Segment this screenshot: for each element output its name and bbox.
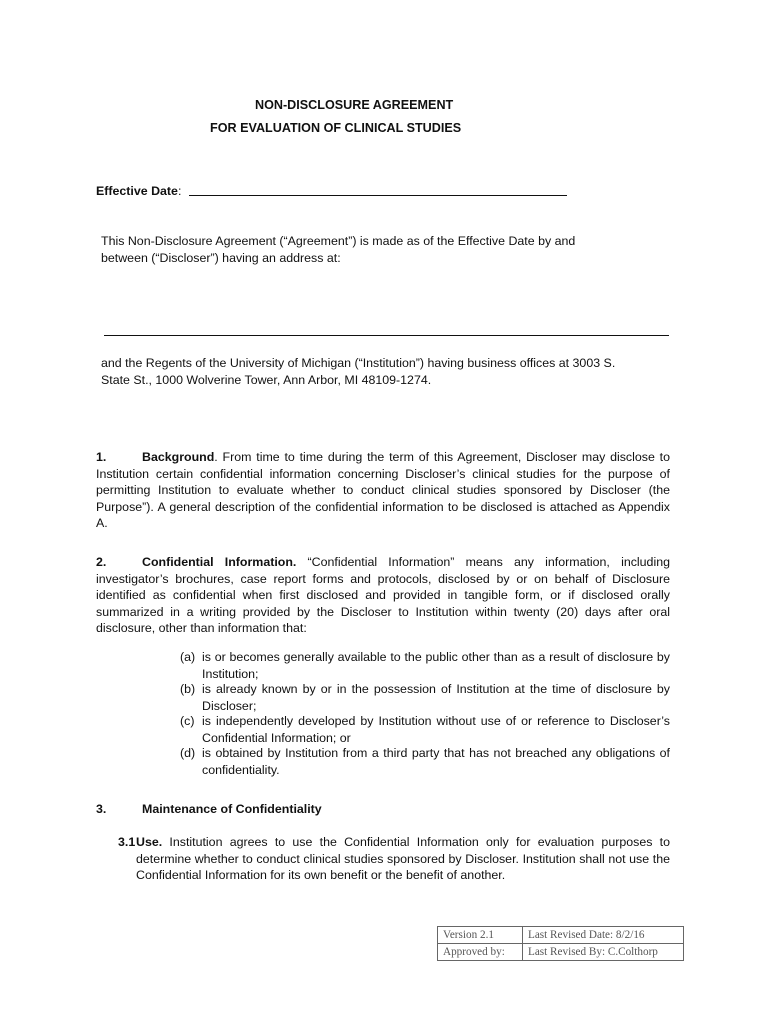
- list-item-c: [180, 713, 670, 746]
- list-item-label: (d): [180, 746, 196, 760]
- section-2-body: “Confidential Information” means any information, including investigator’s brochures, case report forms and protocols, disclosed by or on behalf of Disclosure identified as confidential when first disclosed and provided in tangible form, or if disclosed orally summarized in a writing provided by the Discloser to Institution within twenty (20) days after oral disclosure, other than information that:: [96, 555, 670, 635]
- title-line-1: NON-DISCLOSURE AGREEMENT: [255, 98, 454, 112]
- list-item-label: (a): [180, 650, 196, 664]
- list-item-label: (c): [180, 714, 195, 728]
- section-2-heading: Confidential Information.: [142, 555, 297, 569]
- section-3-1-heading: Use.: [136, 835, 163, 849]
- list-item-b: [180, 681, 670, 714]
- regents-line-2: State St., 1000 Wolverine Tower, Ann Arbor, MI 48109-1274.: [101, 373, 432, 387]
- effective-date-label: [96, 183, 181, 200]
- list-item-text: is independently developed by Institution without use of or reference to Discloser’s Confidential Information; or: [202, 714, 670, 745]
- list-item-label: (b): [180, 682, 196, 696]
- regents-line-1: and the Regents of the University of Michigan (“Institution”) having business offices at 3003 S.: [101, 356, 616, 370]
- revision-footer-table: [437, 926, 684, 961]
- section-1-number: 1.: [96, 450, 107, 464]
- section-1-body: . From time to time during the term of this Agreement, Discloser may disclose to Institution certain confidential information concerning Discloser’s clinical studies for the purpose of permitting Institution to evaluate whether to conduct clinical studies sponsored by Discloser (the Purpose”). A general description of the confidential information to be disclosed is attached as Appendix A.: [96, 450, 670, 530]
- list-item-a: [180, 649, 670, 682]
- section-3-heading-row: [96, 801, 322, 818]
- effective-date-colon: :: [177, 184, 182, 198]
- title-line-2: FOR EVALUATION OF CLINICAL STUDIES: [210, 121, 462, 135]
- list-item-text: is or becomes generally available to the public other than as a result of disclosure by Institution;: [202, 650, 670, 681]
- table-row: [438, 944, 684, 961]
- list-item-d: [180, 745, 670, 778]
- effective-date-label-text: Effective Date: [96, 184, 178, 198]
- footer-last-revised-date: Last Revised Date: 8/2/16: [523, 927, 684, 944]
- section-3-heading: Maintenance of Confidentiality: [142, 802, 322, 816]
- footer-approved-by: Approved by:: [438, 944, 523, 961]
- section-1-heading: Background: [142, 450, 215, 464]
- section-2-number: 2.: [96, 555, 107, 569]
- section-1: [96, 449, 670, 532]
- table-row: [438, 927, 684, 944]
- intro-line-2: between (“Discloser”) having an address at:: [101, 251, 341, 265]
- list-item-text: is already known by or in the possession of Institution at the time of disclosure by Discloser;: [202, 682, 670, 713]
- effective-date-field-line[interactable]: [189, 195, 567, 196]
- footer-version: Version 2.1: [438, 927, 523, 944]
- section-3-number: 3.: [96, 802, 107, 816]
- section-3-1: [118, 834, 670, 884]
- list-item-text: is obtained by Institution from a third party that has not breached any obligations of confidentiality.: [202, 746, 670, 777]
- footer-last-revised-by: Last Revised By: C.Colthorp: [523, 944, 684, 961]
- section-3-1-body: Institution agrees to use the Confidential Information only for evaluation purposes to determine whether to conduct clinical studies sponsored by Discloser. Institution shall not use the Confidential Information for its own benefit or the benefit of another.: [136, 835, 670, 882]
- section-2: [96, 554, 670, 637]
- discloser-address-line[interactable]: [104, 335, 669, 336]
- intro-line-1: This Non-Disclosure Agreement (“Agreement”) is made as of the Effective Date by and: [101, 234, 576, 248]
- section-3-1-text: [136, 834, 670, 884]
- section-3-1-number: 3.1: [118, 835, 136, 849]
